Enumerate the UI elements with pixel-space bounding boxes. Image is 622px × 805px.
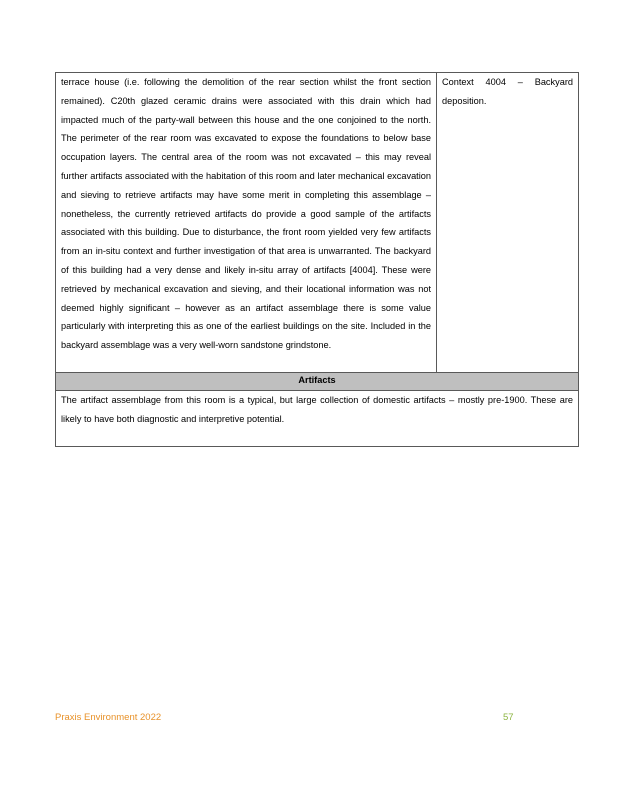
artifacts-heading: Artifacts [56,373,579,391]
table-row [56,373,579,391]
context-note: Context 4004 – Backyard deposition. [437,73,579,373]
findings-description: terrace house (i.e. following the demolition of the rear section whilst the front section remained). C20th glazed ceramic drains were associated with this drain which had impacted much of the party-wall between this house and the one conjoined to the north. The perimeter of the rear room was excavated to expose the foundations to below base occupation layers. The central area of the room was not excavated – this may reveal further artifacts associated with the habitation of this room and later mechanical excavation and sieving to retrieve artifacts may have some merit in completing this assemblage – nonetheless, the currently retrieved artifacts do provide a good sample of the artifacts associated with this building. Due to disturbance, the front room yielded very few artifacts from an in-situ context and further investigation of that area is unwarranted. The backyard of this building had a very dense and likely in-situ array of artifacts [4004]. These were retrieved by mechanical excavation and sieving, and their locational information was not deemed highly significant – however as an artifact assemblage there is some value particularly with interpreting this as one of the earliest buildings on the site. Included in the backyard assemblage was a very well-worn sandstone grindstone. [56,73,437,373]
footer-organisation: Praxis Environment 2022 [55,712,162,723]
table-row [56,73,579,373]
footer-page-number: 57 [503,712,514,723]
artifacts-description: The artifact assemblage from this room is a typical, but large collection of domestic artifacts – mostly pre-1900. These are likely to have both diagnostic and interpretive potential. [56,391,579,447]
report-table [55,72,579,447]
table-row [56,391,579,447]
